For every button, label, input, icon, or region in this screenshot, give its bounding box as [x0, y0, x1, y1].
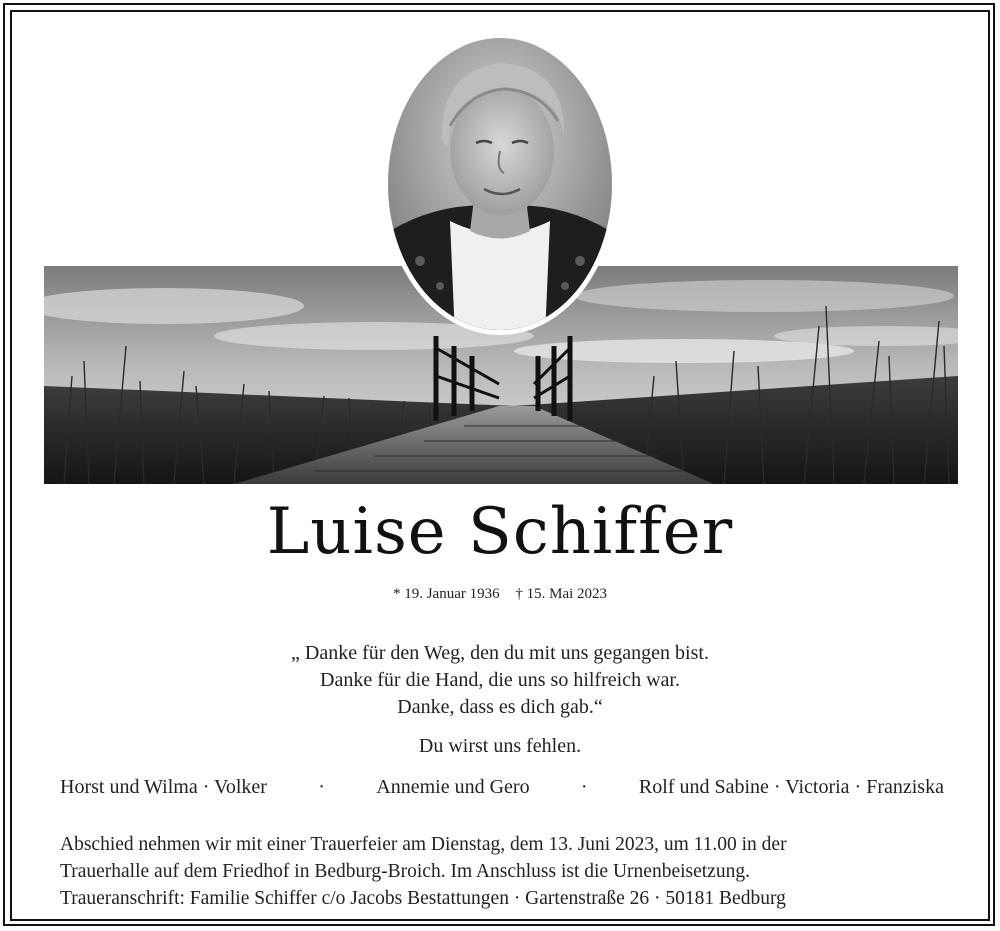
- family-group: Annemie und Gero: [376, 776, 530, 798]
- service-line: Traueranschrift: Familie Schiffer c/o Jacobs Bestattungen · Gartenstraße 26 · 50181 Bedburg: [60, 888, 786, 909]
- family-separator: ·: [580, 776, 588, 798]
- service-line: Trauerhalle auf dem Friedhof in Bedburg-Broich. Im Anschluss ist die Urnenbeisetzung.: [60, 861, 750, 882]
- quote-line: Danke für die Hand, die uns so hilfreich war.: [320, 669, 680, 691]
- service-line: Abschied nehmen wir mit einer Trauerfeier am Dienstag, dem 13. Juni 2023, um 11.00 in der: [60, 834, 787, 855]
- birth-date: * 19. Januar 1936: [392, 586, 500, 602]
- life-dates: [0, 586, 1000, 603]
- deceased-name: Luise Schiffer: [266, 495, 734, 569]
- portrait-photo: [380, 31, 620, 337]
- death-date: † 15. Mai 2023: [515, 586, 608, 602]
- quote-line: „ Danke für den Weg, den du mit uns gegangen bist.: [291, 642, 709, 664]
- memorial-quote: [0, 640, 1000, 721]
- closing-line: Du wirst uns fehlen.: [418, 735, 582, 757]
- quote-line: Danke, dass es dich gab.“: [397, 696, 603, 718]
- family-separator: ·: [318, 776, 325, 798]
- service-details: [60, 831, 960, 912]
- family-group: Rolf und Sabine · Victoria · Franziska: [638, 776, 944, 798]
- family-group: Horst und Wilma · Volker: [60, 776, 267, 798]
- family-names: [60, 776, 944, 799]
